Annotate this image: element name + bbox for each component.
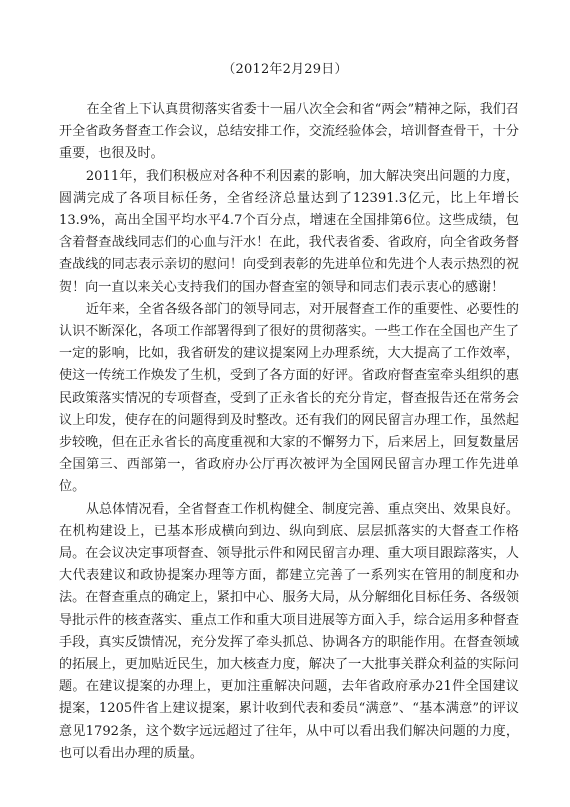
paragraph-overall-situation: 从总体情况看，全省督查工作机构健全、制度完善、重点突出、效果良好。在机构建设上，已基本形成横向到边、纵向到底、层层抓落实的大督查工作格局。在会议决定事项督查、领导批示件和网民留言办理、重大项目跟踪落实，人大代表建议和政协提案办理等方面，都建立完善了一系列实在管用的制度和办法。在督查重点的确定上，紧扣中心、服务大局，从分解细化目标任务、各级领导批示件的核查落实、重点工作和重大项目进展等方面入手，综合运用多种督查手段，真实反馈情况，充分发挥了牵头抓总、协调各方的职能作用。在督查领域的拓展上，更加贴近民生，加大核查力度，解决了一大批事关群众利益的实际问题。在建议提案的办理上，更加注重解决问题，去年省政府承办21件全国建议提案，1205件省上建议提案，累计收到代表和委员“满意”、“基本满意”的评议意见1792条，这个数字远远超过了往年，从中可以看出我们解决问题的力度，也可以看出办理的质量。 xyxy=(59,501,519,761)
paragraph-2011-achievements: 2011年，我们积极应对各种不利因素的影响，加大解决突出问题的力度，圆满完成了各项目标任务，全省经济总量达到了12391.3亿元，比上年增长13.9%，高出全国平均水平4.7个百分点，增速在全国排第6位。这些成绩，包含着督查战线同志们的心血与汗水！在此，我代表省委、省政府，向全省政务督查战线的同志表示亲切的慰问！向受到表彰的先进单位和先进个人表示热烈的祝贺！向一直以来关心支持我们的国办督查室的领导和同志们表示衷心的感谢！ xyxy=(59,168,519,295)
document-date: （2012年2月29日） xyxy=(222,62,348,77)
paragraph-recent-years: 近年来，全省各级各部门的领导同志，对开展督查工作的重要性、必要性的认识不断深化，各项工作部署得到了很好的贯彻落实。一些工作在全国也产生了一定的影响，比如，我省研发的建议提案网上办理系统，大大提高了工作效率，使这一传统工作焕发了生机，受到了各方面的好评。省政府督查室牵头组织的惠民政策落实情况的专项督查，受到了正永省长的充分肯定，督查报告还在常务会议上印发，使存在的问题得到及时整改。还有我们的网民留言办理工作，虽然起步较晚，但在正永省长的高度重视和大家的不懈努力下，后来居上，回复数量居全国第三、西部第一，省政府办公厅再次被评为全国网民留言办理工作先进单位。 xyxy=(59,301,519,495)
paragraph-opening: 在全省上下认真贯彻落实省委十一届八次全会和省“两会”精神之际，我们召开全省政务督查工作会议，总结安排工作，交流经验体会，培训督查骨干，十分重要，也很及时。 xyxy=(59,102,519,162)
document-body xyxy=(59,99,519,765)
